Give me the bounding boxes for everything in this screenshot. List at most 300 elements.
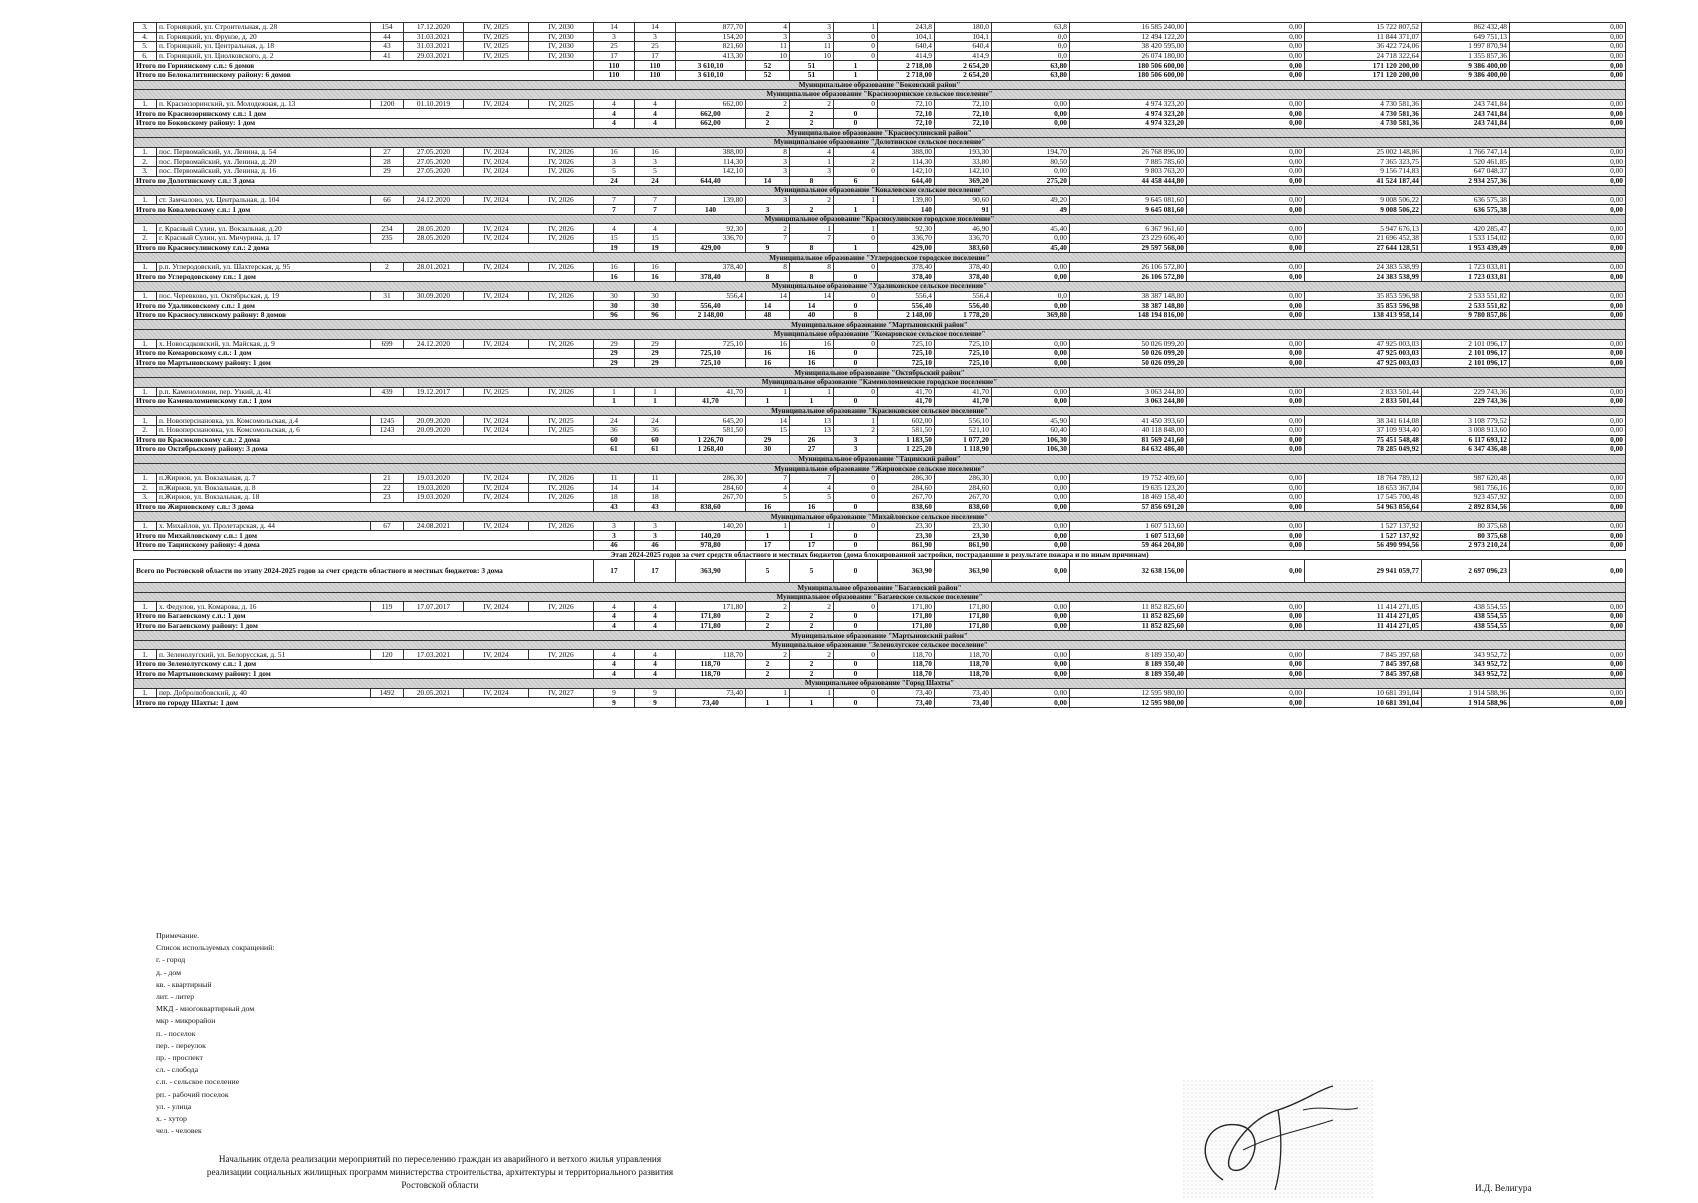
table-cell: 1. [134,195,157,205]
table-cell: 90,60 [935,195,992,205]
table-cell: 22 [371,483,404,493]
table-cell: 1. [134,473,157,483]
table-cell: 1 [834,195,878,205]
table-cell: 0,00 [1510,310,1626,320]
table-cell: 29 941 059,77 [1305,560,1422,583]
table-cell: 0 [834,688,878,698]
table-cell: 14 [746,291,790,301]
table-cell: 72,10 [935,118,992,128]
table-cell: 2 101 096,17 [1422,358,1510,368]
table-cell: 2 973 210,24 [1422,541,1510,551]
table-cell: Итого по Углеродовскому г.п.: 1 дом [134,272,594,282]
table-cell: г. Красный Сулин, ул. Вокзальная, д.20 [157,224,371,234]
abbreviation-item: с.п. - сельское поселение [156,1077,240,1087]
table-cell: 1 914 588,96 [1422,698,1510,708]
table-cell: 14 [635,23,676,33]
table-cell: 0,00 [1187,473,1305,483]
subtotal-row [134,435,1626,445]
table-cell: 73,40 [878,688,935,698]
table-cell: 10 681 391,04 [1305,698,1422,708]
subtotal-row [134,205,1626,215]
table-cell: 0 [834,502,878,512]
table-cell: г. Красный Сулин, ул. Мичурина, д. 17 [157,234,371,244]
table-cell: 0,00 [1510,272,1626,282]
table-cell: 10 [790,51,834,61]
table-cell: 1. [134,99,157,109]
table-cell: 9 008 506,22 [1305,195,1422,205]
stage-header-row [134,550,1626,560]
table-cell: 0,00 [1510,688,1626,698]
subtotal-row [134,669,1626,679]
table-cell: 23,30 [935,531,992,541]
table-cell: 0,00 [1187,234,1305,244]
table-cell: 3 [790,23,834,33]
table-cell: 556,4 [878,291,935,301]
table-cell: 26 106 572,80 [1070,262,1187,272]
table-cell: 1 607 513,60 [1070,521,1187,531]
table-cell: 50 026 099,20 [1070,339,1187,349]
table-cell: 640,4 [935,42,992,52]
table-cell: 28.05.2020 [404,234,464,244]
municipality-header-row [134,138,1626,148]
table-cell: 0,0 [992,32,1070,42]
table-cell: 0,00 [1187,224,1305,234]
table-cell: 4 [790,147,834,157]
table-cell: 0,00 [1187,493,1305,503]
signer-name: И.Д. Велигура [1475,1183,1532,1193]
table-cell: 0,0 [992,51,1070,61]
table-cell: 1. [134,339,157,349]
table-cell: Муниципальное образование "Ковалевское сельское поселение" [134,186,1626,196]
official-position-line-2: реализации социальных жилищных программ министерства строительства, архитектуры и территориального развития [206,1167,674,1177]
table-cell: IV, 2025 [464,42,529,52]
table-cell: 9 803 763,20 [1070,166,1187,176]
table-cell: IV, 2030 [529,32,594,42]
table-cell: 8 [834,310,878,320]
table-cell: 8 [790,243,834,253]
table-cell: 8 189 350,40 [1070,650,1187,660]
table-cell: 286,30 [676,473,746,483]
table-cell: 25 [594,42,635,52]
table-cell: 11 852 825,60 [1070,602,1187,612]
table-cell: 80,50 [992,157,1070,167]
subtotal-row [134,176,1626,186]
table-cell: 16 [746,339,790,349]
table-cell: 0 [834,166,878,176]
table-cell: 0,00 [1510,224,1626,234]
table-cell: 18 469 158,40 [1070,493,1187,503]
table-cell: 3. [134,166,157,176]
table-cell: 20.09.2020 [404,416,464,426]
table-cell: 0,00 [992,234,1070,244]
table-cell: 8 [746,262,790,272]
table-cell: Муниципальное образование "Углеродовское городское поселение" [134,253,1626,263]
table-cell: 61 [635,445,676,455]
table-cell: 19.03.2020 [404,473,464,483]
table-cell: 29 [635,339,676,349]
table-cell: х. Новосадковский, ул. Майская, д. 9 [157,339,371,349]
table-cell: 556,40 [878,301,935,311]
table-cell: 3 [594,32,635,42]
table-cell: 581,50 [878,425,935,435]
table-cell: 1 [834,23,878,33]
table-cell: 725,10 [935,358,992,368]
table-cell: 171,80 [878,602,935,612]
table-cell: 3 [790,32,834,42]
table-cell: 4 [635,109,676,119]
table-cell: 91 [935,205,992,215]
table-cell: 378,40 [878,262,935,272]
table-cell: 438 554,55 [1422,602,1510,612]
table-cell: 16 [594,147,635,157]
table-cell: 2. [134,234,157,244]
table-cell: 17 [746,541,790,551]
table-cell: 0,00 [1510,243,1626,253]
table-cell: 3 [635,32,676,42]
table-cell: 0,00 [992,612,1070,622]
table-cell: 0,00 [992,262,1070,272]
table-cell: 0,00 [1187,118,1305,128]
table-cell: 24.12.2020 [404,339,464,349]
table-cell: 0,00 [1187,195,1305,205]
table-cell: х. Федулов, ул. Комарова, д. 16 [157,602,371,612]
table-cell: 29 [594,358,635,368]
table-cell: Итого по Ковалевскому с.п.: 1 дом [134,205,594,215]
table-cell: 7 845 397,68 [1305,660,1422,670]
table-cell: 23 229 606,40 [1070,234,1187,244]
table-cell: 9 008 506,22 [1305,205,1422,215]
table-cell: 3 [635,157,676,167]
table-cell: Всего по Ростовской области по этапу 2024-2025 годов за счет средств областного и местных бюджетов: 3 дома [134,560,594,583]
table-cell: 1 [834,205,878,215]
table-cell: 0,00 [1187,23,1305,33]
table-row [134,291,1626,301]
table-cell: 9 780 857,86 [1422,310,1510,320]
table-cell: 0,00 [1510,205,1626,215]
table-cell: 1 [834,416,878,426]
table-cell: 1 [635,397,676,407]
handwritten-signature [1183,1080,1373,1198]
table-cell: 118,70 [935,650,992,660]
table-cell: 2 [790,621,834,631]
table-cell: 72,10 [878,99,935,109]
table-cell: 28.01.2021 [404,262,464,272]
table-cell: 3 063 244,80 [1070,397,1187,407]
table-cell: 63,80 [992,70,1070,80]
table-cell: IV, 2024 [464,493,529,503]
table-cell: IV, 2025 [464,387,529,397]
table-cell: 0,00 [1510,650,1626,660]
table-cell: 0 [834,698,878,708]
table-cell: 0,00 [992,387,1070,397]
table-row [134,521,1626,531]
table-cell: п. Зеленолугский, ул. Белорусская, д. 51 [157,650,371,660]
table-cell: 3 610,10 [676,61,746,71]
table-cell: 6. [134,51,157,61]
table-cell: 3 [746,205,790,215]
table-cell: 26 768 896,00 [1070,147,1187,157]
table-cell: 0,00 [1510,118,1626,128]
table-cell: 29.03.2021 [404,51,464,61]
table-cell: 649 751,13 [1422,32,1510,42]
table-cell: 0,00 [1187,42,1305,52]
table-cell: 43 [371,42,404,52]
table-cell: 17 545 700,48 [1305,493,1422,503]
table-cell: 41,70 [935,387,992,397]
table-cell: 0,00 [1187,531,1305,541]
municipality-header-row [134,320,1626,330]
subtotal-row [134,531,1626,541]
table-cell: 0,0 [992,42,1070,52]
table-cell: 267,70 [676,493,746,503]
table-cell: 725,10 [878,358,935,368]
table-cell: 0 [834,262,878,272]
table-cell: 1 [834,243,878,253]
table-cell: 0,00 [1510,483,1626,493]
table-cell: 11 852 825,60 [1070,612,1187,622]
table-cell: 106,30 [992,435,1070,445]
table-cell: 16 [746,358,790,368]
table-cell: 38 341 614,08 [1305,416,1422,426]
table-cell: 180 506 600,00 [1070,70,1187,80]
table-cell: 0,00 [1187,650,1305,660]
table-cell: 41,70 [935,397,992,407]
table-cell: 2 [790,118,834,128]
table-cell: 636 575,38 [1422,195,1510,205]
table-cell: 7 [746,473,790,483]
table-cell: 4 [635,602,676,612]
table-cell: 7 885 785,60 [1070,157,1187,167]
table-cell: Итого по Горнянскому с.п.: 6 домов [134,61,594,71]
table-cell: 19 752 409,60 [1070,473,1187,483]
table-cell: 4 [746,23,790,33]
table-cell: IV, 2025 [529,425,594,435]
table-cell: 0,00 [992,166,1070,176]
municipality-header-row [134,330,1626,340]
table-cell: 14 [594,23,635,33]
table-cell: 13 [790,425,834,435]
table-cell: 26 074 180,00 [1070,51,1187,61]
table-cell: 3 [834,435,878,445]
table-cell: 21 [371,473,404,483]
table-cell: 72,10 [935,109,992,119]
table-cell: 120 [371,650,404,660]
table-cell: 26 [790,435,834,445]
table-cell: 17 [635,51,676,61]
subtotal-row [134,109,1626,119]
table-cell: 2 654,20 [935,70,992,80]
municipality-header-row [134,80,1626,90]
table-cell: 51 [790,70,834,80]
table-cell: 29 [371,166,404,176]
table-cell: 2 [746,612,790,622]
table-cell: 1 [790,688,834,698]
table-cell: Муниципальное образование "Зеленолугское сельское поселение" [134,640,1626,650]
table-cell: 429,00 [878,243,935,253]
table-cell: 118,70 [676,660,746,670]
municipality-header-row [134,454,1626,464]
table-cell: 0,00 [1187,521,1305,531]
table-cell: 1 607 513,60 [1070,531,1187,541]
table-cell: 0,00 [1187,425,1305,435]
table-cell: 7 [790,234,834,244]
table-cell: 2 [790,205,834,215]
table-cell: р.п. Каменоломни, пер. Узкий, д. 41 [157,387,371,397]
table-cell: 1 077,20 [935,435,992,445]
subtotal-row [134,397,1626,407]
table-cell: Итого по городу Шахты: 1 дом [134,698,594,708]
table-cell: 556,40 [935,301,992,311]
table-row [134,51,1626,61]
table-cell: 4 [594,224,635,234]
housing-resettlement-table [133,22,1626,708]
table-cell: 644,40 [676,176,746,186]
table-cell: 4 [790,483,834,493]
table-cell: 0,00 [1510,397,1626,407]
table-cell: 24 [635,416,676,426]
table-cell: 0,00 [1187,61,1305,71]
table-cell: 1 723 033,81 [1422,262,1510,272]
table-cell: 0,00 [1510,531,1626,541]
table-cell: 4 [594,109,635,119]
table-cell: 140,20 [676,531,746,541]
table-cell: 5 947 676,13 [1305,224,1422,234]
table-cell: 1 [834,61,878,71]
table-cell: 60,40 [992,425,1070,435]
table-cell: 1. [134,291,157,301]
table-cell: 1. [134,602,157,612]
table-cell: 0 [834,669,878,679]
table-cell: 2 654,20 [935,61,992,71]
table-cell: 0,00 [1510,32,1626,42]
table-cell: IV, 2030 [529,42,594,52]
abbreviation-item: д. - дом [156,967,182,977]
table-cell: 41,70 [676,397,746,407]
table-cell: 38 420 595,00 [1070,42,1187,52]
abbreviation-item: рп. - рабочий поселок [156,1089,229,1099]
table-cell: 36 [635,425,676,435]
table-cell: 16 [790,358,834,368]
table-cell: 26 106 572,80 [1070,272,1187,282]
table-cell: 0,00 [1187,70,1305,80]
table-cell: 0,00 [1187,301,1305,311]
abbreviation-item: г. - город [156,955,186,965]
table-cell: 234 [371,224,404,234]
table-cell: IV, 2030 [529,51,594,61]
table-cell: 3 063 244,80 [1070,387,1187,397]
table-cell: 0,00 [1510,99,1626,109]
table-cell: 193,30 [935,147,992,157]
table-cell: 0 [834,349,878,359]
table-cell: 92,30 [676,224,746,234]
table-cell: IV, 2030 [529,23,594,33]
table-cell: 9 645 081,60 [1070,205,1187,215]
table-cell: 0,00 [992,660,1070,670]
abbreviation-item: МКД - многоквартирный дом [156,1004,255,1014]
table-cell: п. Горняцкий, ул. Строительная, д. 28 [157,23,371,33]
municipality-header-row [134,282,1626,292]
table-row [134,42,1626,52]
table-cell: 636 575,38 [1422,205,1510,215]
table-cell: IV, 2024 [464,147,529,157]
table-cell: 343 952,72 [1422,660,1510,670]
table-cell: 877,70 [676,23,746,33]
table-cell: 4 [594,650,635,660]
table-cell: 92,30 [878,224,935,234]
table-cell: 645,20 [676,416,746,426]
table-cell: 16 [635,272,676,282]
table-cell: 16 [790,339,834,349]
table-cell: 0 [834,531,878,541]
table-cell: 38 387 148,80 [1070,301,1187,311]
table-cell: 0,00 [1510,473,1626,483]
table-cell: 29 [594,339,635,349]
subtotal-row [134,445,1626,455]
table-cell: 0,00 [992,99,1070,109]
table-cell: 5 [790,560,834,583]
table-cell: Муниципальное образование "Мартыновский район" [134,631,1626,641]
table-cell: 12 494 122,20 [1070,32,1187,42]
table-cell: IV, 2024 [464,262,529,272]
table-cell: 35 853 596,98 [1305,291,1422,301]
table-cell: 369,20 [935,176,992,186]
table-cell: 106,30 [992,445,1070,455]
table-cell: 2 [746,99,790,109]
table-cell: 267,70 [935,493,992,503]
table-cell: 0,00 [1187,51,1305,61]
table-cell: пер. Добролюбовский, д. 40 [157,688,371,698]
table-cell: 0,00 [1510,387,1626,397]
table-cell: 2 934 257,36 [1422,176,1510,186]
table-cell: 0,00 [1187,272,1305,282]
table-cell: IV, 2024 [464,166,529,176]
table-cell: 11 [594,473,635,483]
table-cell: 9 156 714,83 [1305,166,1422,176]
official-position-line-3: Ростовской области [401,1180,479,1190]
subtotal-row [134,621,1626,631]
table-cell: 0,00 [1510,602,1626,612]
table-cell: 0,00 [1187,349,1305,359]
table-cell: 118,70 [878,660,935,670]
table-cell: 5 [635,166,676,176]
table-cell: 6 117 693,12 [1422,435,1510,445]
table-cell: п. Горняцкий, ул. Циолковского, д. 2 [157,51,371,61]
official-position-line-1: Начальник отдела реализации мероприятий по переселению граждан из аварийного и ветхого жилья управления [218,1154,662,1164]
table-cell: Муниципальное образование "Мартыновский район" [134,320,1626,330]
table-cell: 378,40 [935,272,992,282]
table-cell: 28 [371,157,404,167]
table-cell: 1 [790,521,834,531]
table-cell: IV, 2026 [529,234,594,244]
table-cell: 0 [834,473,878,483]
table-cell: 8 [746,272,790,282]
table-cell: пос. Первомайский, ул. Ленина, д. 16 [157,166,371,176]
table-cell: 20.09.2020 [404,425,464,435]
table-cell: 1 533 154,02 [1422,234,1510,244]
table-cell: IV, 2026 [529,387,594,397]
table-row [134,688,1626,698]
table-cell: 1. [134,688,157,698]
table-cell: 861,90 [935,541,992,551]
table-cell: 4 730 581,36 [1305,118,1422,128]
table-cell: 0,00 [1187,502,1305,512]
table-cell: 27 644 128,51 [1305,243,1422,253]
table-cell: 3 [635,531,676,541]
table-cell: 47 925 003,03 [1305,349,1422,359]
table-cell: 662,00 [676,99,746,109]
table-cell: 96 [635,310,676,320]
table-cell: 19.03.2020 [404,483,464,493]
